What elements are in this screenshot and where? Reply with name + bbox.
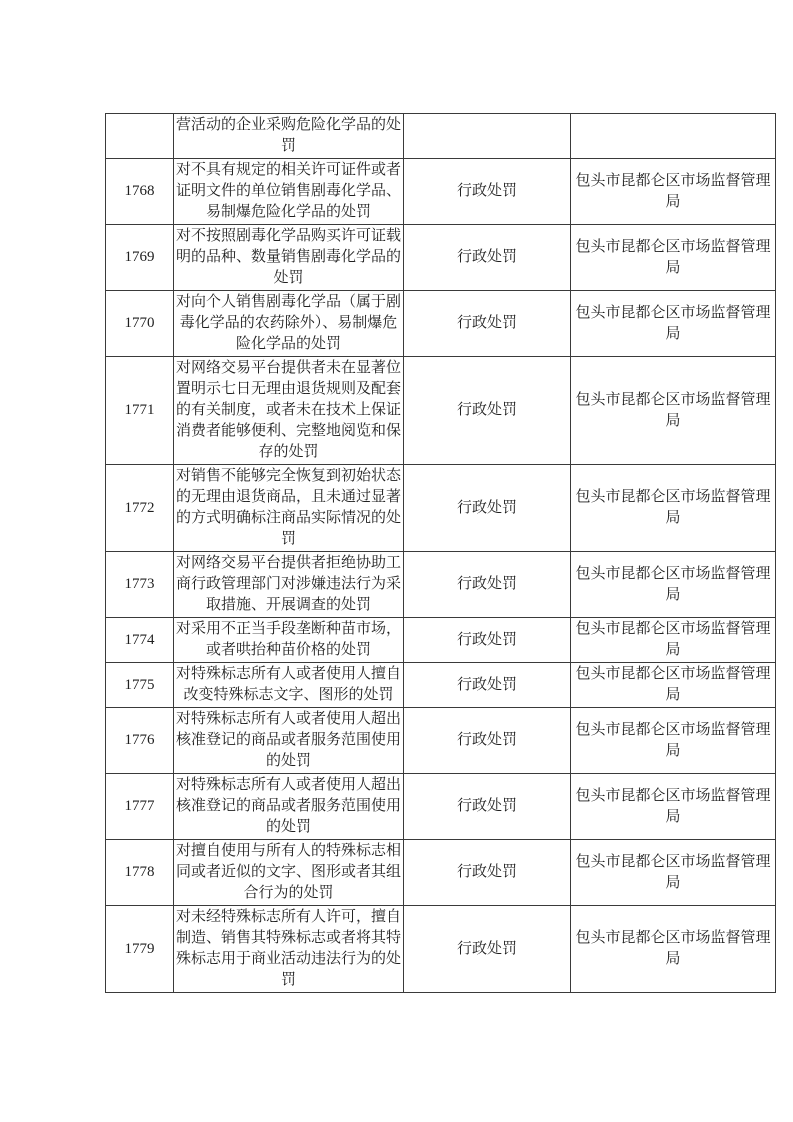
penalty-type-cell: 行政处罚 bbox=[404, 465, 571, 552]
row-number-cell: 1774 bbox=[106, 618, 174, 663]
penalty-type-cell: 行政处罚 bbox=[404, 552, 571, 618]
penalty-type-cell: 行政处罚 bbox=[404, 225, 571, 291]
penalty-matter-cell: 对不按照剧毒化学品购买许可证载明的品种、数量销售剧毒化学品的处罚 bbox=[174, 225, 404, 291]
table-row bbox=[106, 357, 776, 465]
authority-cell: 包头市昆都仑区市场监督管理局 bbox=[571, 906, 776, 993]
row-number-cell: 1772 bbox=[106, 465, 174, 552]
table-row bbox=[106, 552, 776, 618]
row-number-cell: 1777 bbox=[106, 774, 174, 840]
penalty-type-cell: 行政处罚 bbox=[404, 618, 571, 663]
authority-cell: 包头市昆都仑区市场监督管理局 bbox=[571, 618, 776, 663]
authority-cell bbox=[571, 114, 776, 159]
authority-cell: 包头市昆都仑区市场监督管理局 bbox=[571, 552, 776, 618]
row-number-cell: 1773 bbox=[106, 552, 174, 618]
penalty-type-cell: 行政处罚 bbox=[404, 840, 571, 906]
row-number-cell: 1771 bbox=[106, 357, 174, 465]
penalty-matter-cell: 对网络交易平台提供者拒绝协助工商行政管理部门对涉嫌违法行为采取措施、开展调查的处罚 bbox=[174, 552, 404, 618]
table-row bbox=[106, 291, 776, 357]
row-number-cell: 1779 bbox=[106, 906, 174, 993]
row-number-cell: 1776 bbox=[106, 708, 174, 774]
authority-cell: 包头市昆都仑区市场监督管理局 bbox=[571, 225, 776, 291]
table-row bbox=[106, 774, 776, 840]
row-number-cell: 1769 bbox=[106, 225, 174, 291]
penalty-matter-cell: 对未经特殊标志所有人许可，擅自制造、销售其特殊标志或者将其特殊标志用于商业活动违法行为的处罚 bbox=[174, 906, 404, 993]
penalty-type-cell: 行政处罚 bbox=[404, 159, 571, 225]
penalty-matter-cell: 对向个人销售剧毒化学品（属于剧毒化学品的农药除外）、易制爆危险化学品的处罚 bbox=[174, 291, 404, 357]
penalty-table-body bbox=[106, 114, 776, 993]
table-row bbox=[106, 618, 776, 663]
row-number-cell: 1778 bbox=[106, 840, 174, 906]
penalty-type-cell: 行政处罚 bbox=[404, 663, 571, 708]
row-number-cell bbox=[106, 114, 174, 159]
row-number-cell: 1768 bbox=[106, 159, 174, 225]
penalty-matter-cell: 对特殊标志所有人或者使用人擅自改变特殊标志文字、图形的处罚 bbox=[174, 663, 404, 708]
penalty-type-cell: 行政处罚 bbox=[404, 291, 571, 357]
authority-cell: 包头市昆都仑区市场监督管理局 bbox=[571, 840, 776, 906]
table-row bbox=[106, 465, 776, 552]
authority-cell: 包头市昆都仑区市场监督管理局 bbox=[571, 465, 776, 552]
table-row bbox=[106, 840, 776, 906]
penalty-matter-cell: 对销售不能够完全恢复到初始状态的无理由退货商品，且未通过显著的方式明确标注商品实际情况的处罚 bbox=[174, 465, 404, 552]
penalty-matter-cell: 对采用不正当手段垄断种苗市场，或者哄抬种苗价格的处罚 bbox=[174, 618, 404, 663]
row-number-cell: 1775 bbox=[106, 663, 174, 708]
penalty-type-cell: 行政处罚 bbox=[404, 906, 571, 993]
authority-cell: 包头市昆都仑区市场监督管理局 bbox=[571, 357, 776, 465]
authority-cell: 包头市昆都仑区市场监督管理局 bbox=[571, 708, 776, 774]
penalty-matter-cell: 对特殊标志所有人或者使用人超出核准登记的商品或者服务范围使用的处罚 bbox=[174, 708, 404, 774]
authority-cell: 包头市昆都仑区市场监督管理局 bbox=[571, 774, 776, 840]
row-number-cell: 1770 bbox=[106, 291, 174, 357]
penalty-table bbox=[105, 113, 776, 993]
penalty-matter-cell: 对擅自使用与所有人的特殊标志相同或者近似的文字、图形或者其组合行为的处罚 bbox=[174, 840, 404, 906]
penalty-matter-cell: 营活动的企业采购危险化学品的处罚 bbox=[174, 114, 404, 159]
table-row bbox=[106, 708, 776, 774]
penalty-type-cell: 行政处罚 bbox=[404, 774, 571, 840]
penalty-matter-cell: 对特殊标志所有人或者使用人超出核准登记的商品或者服务范围使用的处罚 bbox=[174, 774, 404, 840]
authority-cell: 包头市昆都仑区市场监督管理局 bbox=[571, 663, 776, 708]
penalty-matter-cell: 对不具有规定的相关许可证件或者证明文件的单位销售剧毒化学品、易制爆危险化学品的处罚 bbox=[174, 159, 404, 225]
table-row bbox=[106, 114, 776, 159]
authority-cell: 包头市昆都仑区市场监督管理局 bbox=[571, 159, 776, 225]
penalty-type-cell bbox=[404, 114, 571, 159]
penalty-matter-cell: 对网络交易平台提供者未在显著位置明示七日无理由退货规则及配套的有关制度，或者未在技术上保证消费者能够便利、完整地阅览和保存的处罚 bbox=[174, 357, 404, 465]
table-row bbox=[106, 663, 776, 708]
table-row bbox=[106, 159, 776, 225]
penalty-type-cell: 行政处罚 bbox=[404, 357, 571, 465]
table-row bbox=[106, 906, 776, 993]
table-row bbox=[106, 225, 776, 291]
authority-cell: 包头市昆都仑区市场监督管理局 bbox=[571, 291, 776, 357]
penalty-type-cell: 行政处罚 bbox=[404, 708, 571, 774]
